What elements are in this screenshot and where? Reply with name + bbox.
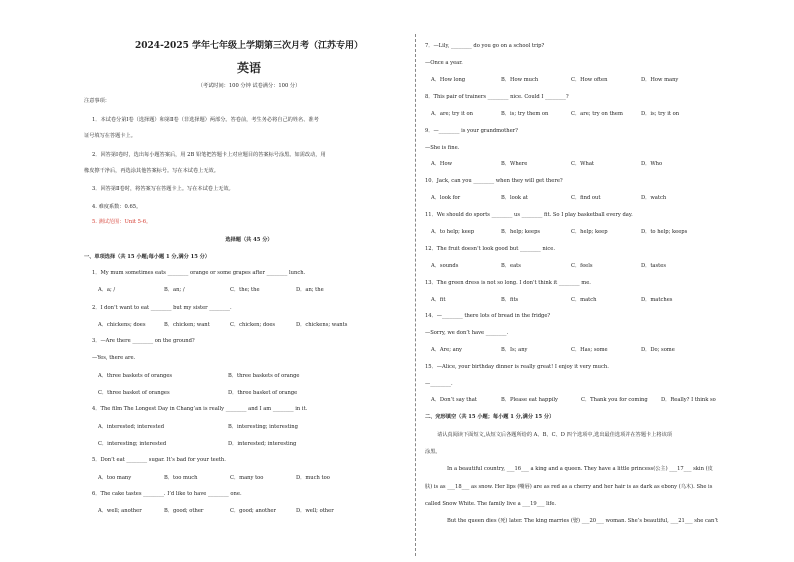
option-b[interactable]: B．chicken; want: [164, 322, 210, 328]
option-row: [431, 263, 711, 270]
option-b[interactable]: B．Please eat happily: [501, 397, 558, 403]
option-d[interactable]: D．tastes: [641, 263, 667, 269]
option-a[interactable]: A．look for: [431, 195, 461, 201]
option-a[interactable]: A．Don’t say that: [431, 397, 477, 403]
option-b[interactable]: B．is; try them on: [501, 111, 549, 117]
option-a[interactable]: A．are; try it on: [431, 111, 473, 117]
column-divider: [415, 34, 416, 556]
notice-line: 4. 难度系数：0.65。: [92, 204, 142, 210]
notice-line: 2．回答第Ⅰ卷时，选出每小题答案后，用 2B 铅笔把答题卡上对应题目的答案标号涂黑。如需改动，用: [92, 152, 326, 158]
option-d[interactable]: D．matches: [641, 297, 673, 303]
option-row: [431, 111, 711, 118]
option-d[interactable]: D．interested; interesting: [228, 441, 297, 447]
option-d[interactable]: D．three basket of orange: [228, 390, 298, 396]
part-title: 一、单项选择（共 15 小题;每小题 1 分,满分 15 分）: [84, 254, 210, 260]
option-d[interactable]: D．well; other: [296, 508, 334, 514]
option-b[interactable]: B．too much: [164, 475, 198, 481]
exam-title: 2024-2025 学年七年级上学期第三次月考（江苏专用）: [135, 41, 363, 51]
option-d[interactable]: D．Who: [641, 161, 663, 167]
option-b[interactable]: B．eats: [501, 263, 521, 269]
question-text: 7．—Lily, ________ do you go on a school trip?: [425, 43, 545, 49]
option-d[interactable]: D．much too: [296, 475, 330, 481]
question-text: 5．Don’t eat ________ sugar. It’s bad for your teeth.: [92, 457, 226, 463]
question-text: 2．I don’t want to eat ________ but my sister ________.: [92, 305, 232, 311]
option-d[interactable]: D．is; try it on: [641, 111, 680, 117]
question-text: 10．Jack, can you ________ when they will get there?: [425, 178, 563, 184]
option-a[interactable]: A．three baskets of oranges: [98, 373, 173, 379]
option-d[interactable]: D．How many: [641, 77, 679, 83]
question-text: 1．My mum sometimes eats ________ orange or some grapes after ________ lunch.: [92, 270, 306, 276]
option-c[interactable]: C．What: [571, 161, 595, 167]
option-d[interactable]: D．watch: [641, 195, 667, 201]
option-b[interactable]: B．look at: [501, 195, 528, 201]
option-d[interactable]: D．Do; some: [641, 347, 675, 353]
option-a[interactable]: A．interested; interested: [98, 424, 165, 430]
option-row: [431, 397, 741, 404]
option-row: [431, 77, 711, 84]
option-row: [431, 229, 711, 236]
option-a[interactable]: A．chickens; does: [98, 322, 146, 328]
question-text: 15．—Alice, your birthday dinner is really great! I enjoy it very much.: [425, 364, 609, 370]
question-answer: —Once a year.: [425, 60, 463, 66]
passage-line: In a beautiful country, ___16___ a king and a queen. They have a little princess(公主) ___17___ skin (皮: [447, 466, 713, 472]
part2-instruction: 涂黑。: [425, 449, 441, 455]
question-answer: —She is fine.: [425, 145, 460, 151]
question-text: 11．We should do sports ________ us ________ fit. So I play basketball every day.: [425, 212, 633, 218]
option-b[interactable]: B．good; other: [164, 508, 204, 514]
option-d[interactable]: D．an; the: [296, 287, 324, 293]
part2-instruction: 请认真阅读下面短文,从短文后各题所给的 A、B、C、D 四个选项中,选出最佳选项并在答题卡上将该项: [437, 432, 672, 438]
question-answer: —Sorry, we don’t have ________.: [425, 330, 509, 336]
option-a[interactable]: A．Are; any: [431, 347, 462, 353]
question-text: 6．The cake tastes ________. I’d like to have ________ one.: [92, 491, 242, 497]
option-a[interactable]: A．fit: [431, 297, 446, 303]
question-text: 9．—________ is your grandmother?: [425, 128, 518, 134]
option-b[interactable]: B．an; /: [164, 287, 185, 293]
option-b[interactable]: B．How much: [501, 77, 539, 83]
question-answer: —________.: [425, 381, 453, 387]
option-c[interactable]: C．chicken; does: [230, 322, 276, 328]
option-c[interactable]: C．good; another: [230, 508, 276, 514]
question-text: 4．The film The Longest Day in Chang’an is really ________ and I am ________ in it.: [92, 406, 308, 412]
option-row: [431, 161, 711, 168]
option-d[interactable]: D．chickens; wants: [296, 322, 348, 328]
option-row: [98, 322, 362, 329]
section-title: 选择题（共 45 分）: [225, 237, 273, 243]
question-text: 12．The fruit doesn’t look good but ________ nice.: [425, 246, 555, 252]
option-a[interactable]: A．too many: [98, 475, 132, 481]
option-b[interactable]: B．help; keeps: [501, 229, 541, 235]
option-d[interactable]: D．to help; keeps: [641, 229, 688, 235]
question-text: 14．—________ there lots of bread in the fridge?: [425, 313, 551, 319]
option-c[interactable]: C．three basket of oranges: [98, 390, 170, 396]
option-c[interactable]: C．Has; some: [571, 347, 608, 353]
option-c[interactable]: C．match: [571, 297, 597, 303]
option-row: [98, 373, 358, 380]
subject-title: 英语: [236, 61, 261, 75]
option-a[interactable]: A．How: [431, 161, 453, 167]
option-b[interactable]: B．Is; any: [501, 347, 528, 353]
notice-title: 注意事项：: [84, 98, 110, 104]
option-c[interactable]: C．How often: [571, 77, 608, 83]
option-row: [98, 508, 362, 515]
question-text: 13．The green dress is not so long. I don’t think it ________ me.: [425, 280, 591, 286]
question-text: 8．This pair of trainers ________ nice. Could I ________?: [425, 94, 569, 100]
notice-line: 证号填写在答题卡上。: [84, 133, 136, 139]
passage-line: But the queen dies (死) later. The king marries (娶) ___20___ woman. She’s beautiful, ___21___ she can’t: [447, 518, 719, 524]
option-row: [98, 475, 362, 482]
option-a[interactable]: A．How long: [431, 77, 466, 83]
option-row: [98, 424, 358, 431]
option-b[interactable]: B．three baskets of orange: [228, 373, 300, 379]
option-c[interactable]: C．many too: [230, 475, 264, 481]
option-c[interactable]: C．are; try on them: [571, 111, 623, 117]
option-c[interactable]: C．help; keep: [571, 229, 608, 235]
option-c[interactable]: C．feels: [571, 263, 593, 269]
question-text: 3．—Are there ________ on the ground?: [92, 338, 195, 344]
option-row: [98, 390, 358, 397]
notice-line: 1．本试卷分第Ⅰ卷（选择题）和第Ⅱ卷（非选择题）两部分。答卷前，考生务必将自己的姓名、准考: [92, 117, 319, 123]
option-b[interactable]: B．Where: [501, 161, 528, 167]
option-a[interactable]: A．sounds: [431, 263, 459, 269]
option-a[interactable]: A．a; /: [98, 287, 116, 293]
option-row: [431, 297, 711, 304]
option-c[interactable]: C．interesting; interested: [98, 441, 167, 447]
option-row: [431, 347, 711, 354]
question-answer: —Yes, there are.: [92, 355, 136, 361]
notice-line: 橡皮擦干净后，再选涂其他答案标号。写在本试卷上无效。: [84, 168, 219, 174]
option-row: [98, 287, 362, 294]
option-d[interactable]: D．Really? I think so: [661, 397, 716, 403]
option-a[interactable]: A．to help; keep: [431, 229, 475, 235]
option-b[interactable]: B．interesting; interesting: [228, 424, 298, 430]
option-a[interactable]: A．well; another: [98, 508, 142, 514]
option-c[interactable]: C．Thank you for coming: [581, 397, 648, 403]
option-row: [431, 195, 711, 202]
option-row: [98, 441, 358, 448]
option-c[interactable]: C．find out: [571, 195, 601, 201]
exam-info: （考试时间：100 分钟 试卷满分：100 分）: [197, 83, 301, 89]
passage-line: 肤) is as ___18___ as snow. Her lips (嘴唇) are as red as a cherry and her hair is as dark as ebony (乌木). She is: [425, 484, 713, 490]
part2-title: 二、完形填空（共 15 小题；每小题 1 分,满分 15 分）: [425, 414, 555, 420]
notice-line: 3．回答第Ⅱ卷时，将答案写在答题卡上。写在本试卷上无效。: [92, 186, 234, 192]
option-b[interactable]: B．fits: [501, 297, 519, 303]
passage-line: called Snow White. The family live a ___19___ life.: [425, 501, 557, 507]
test-scope: 5. 测试范围：Unit 5-6。: [92, 219, 152, 225]
option-c[interactable]: C．the; the: [230, 287, 260, 293]
